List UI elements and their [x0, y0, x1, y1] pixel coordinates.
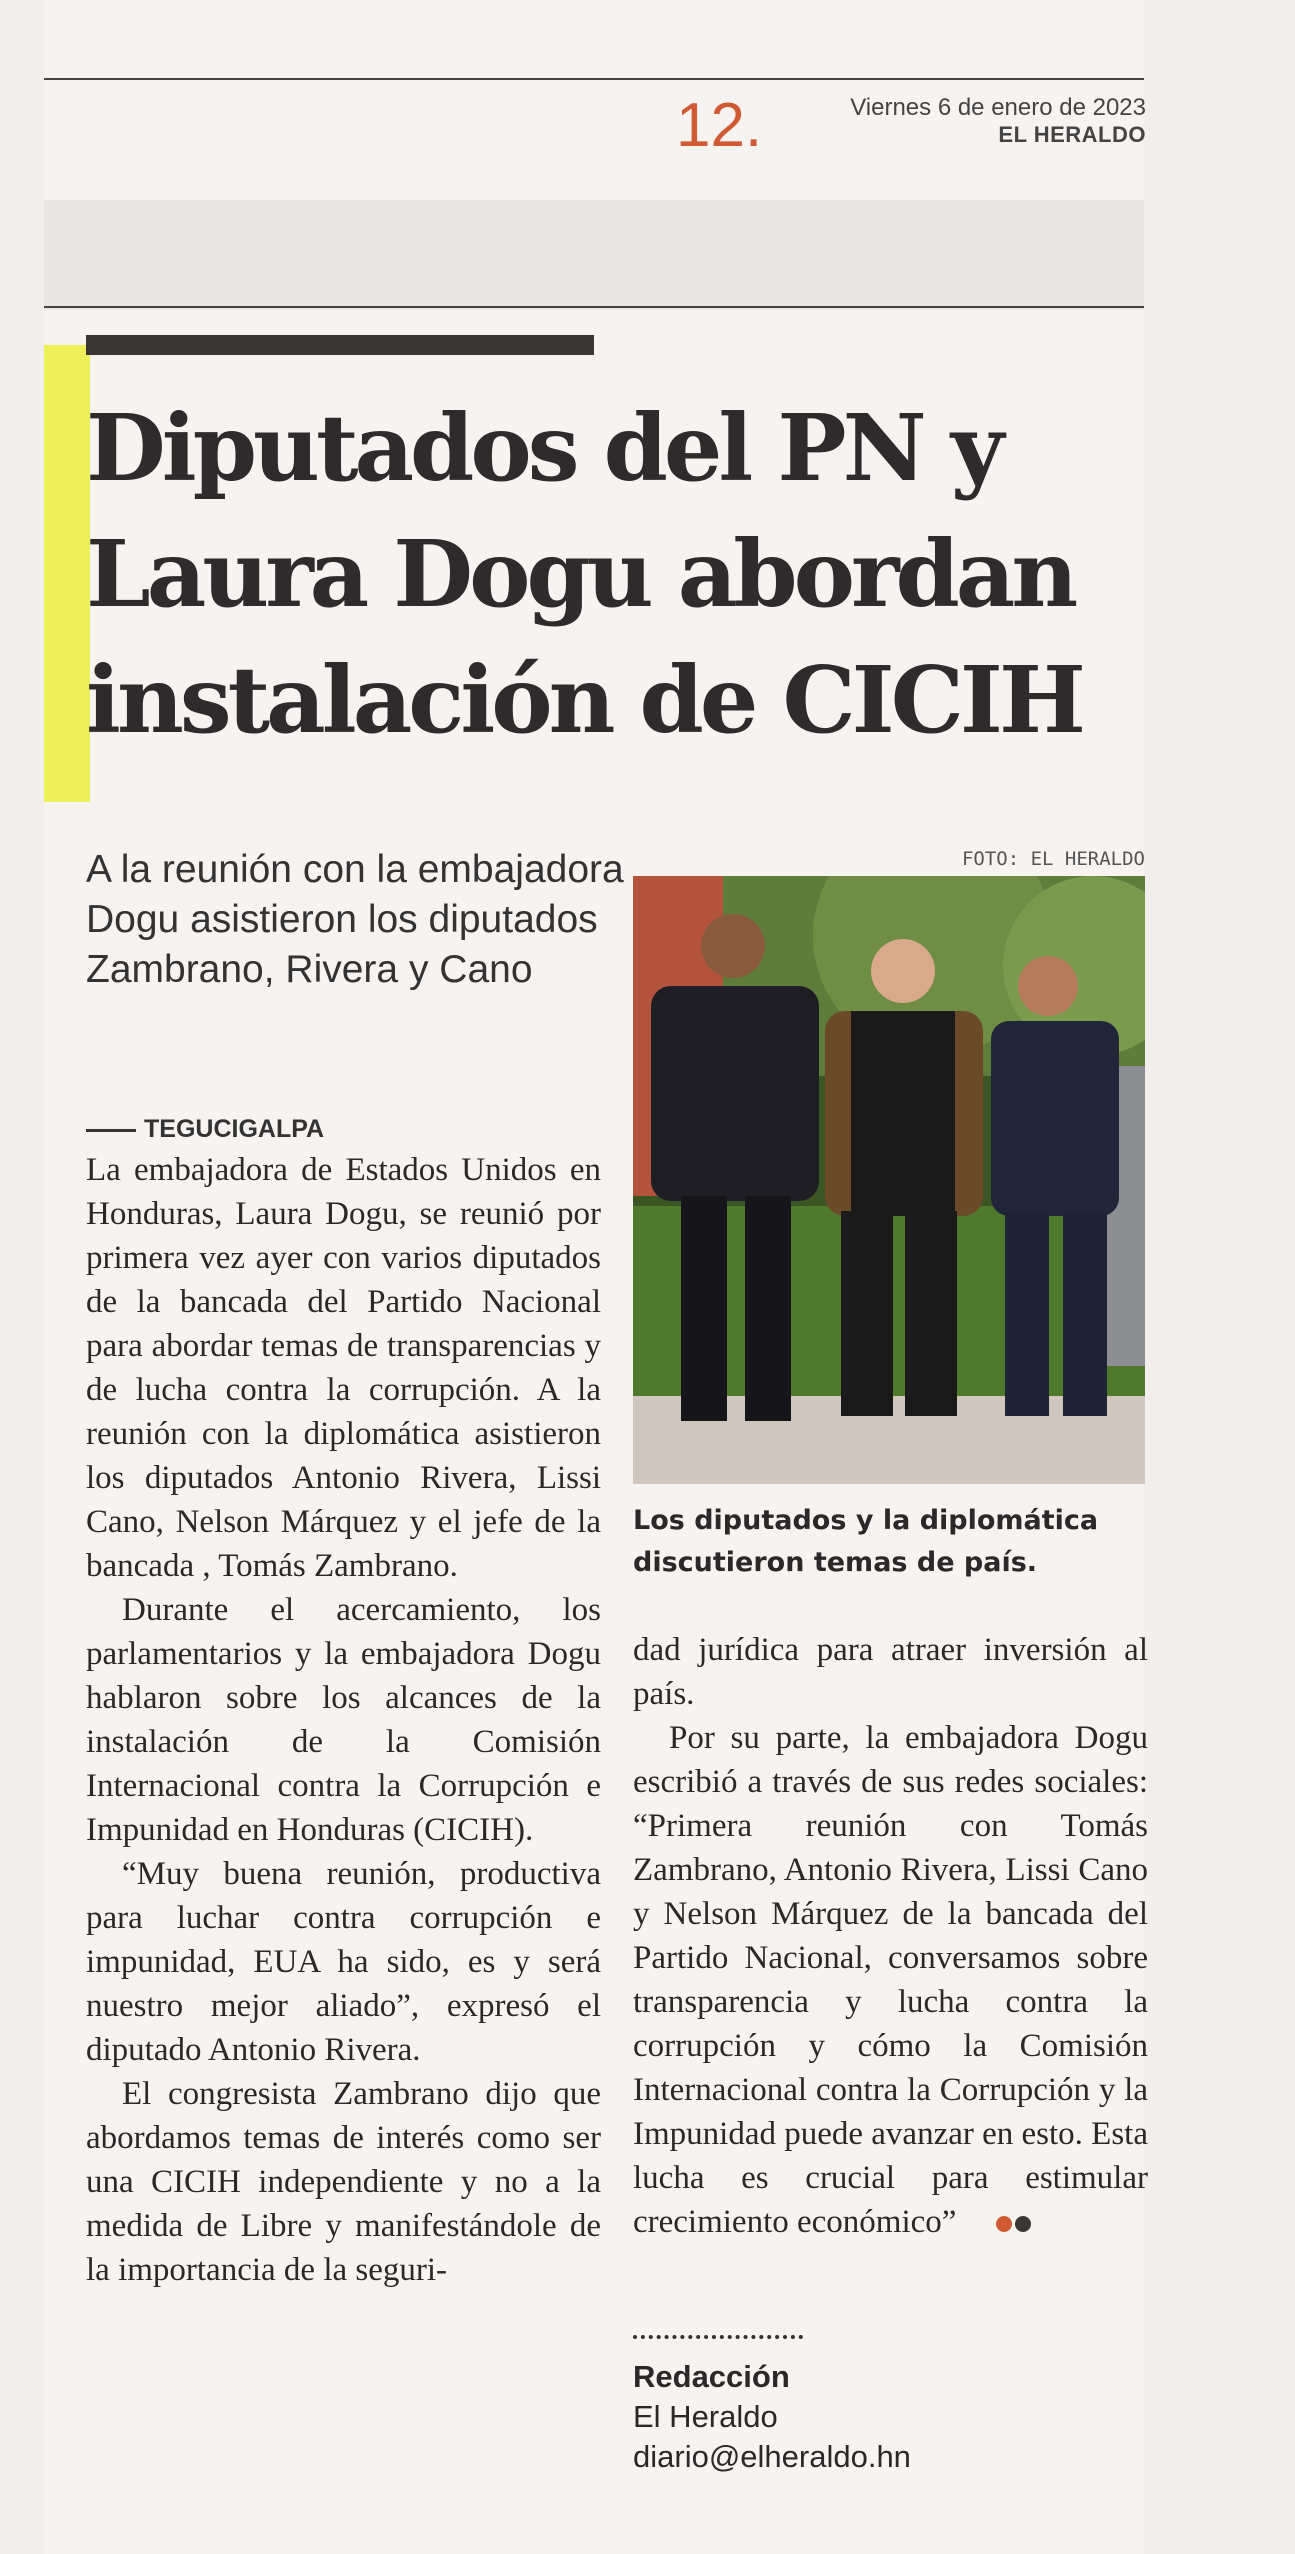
article-column-2 — [633, 1628, 1148, 2244]
byline — [633, 2335, 1033, 2477]
article-paragraph: El congresista Zambrano dijo que abordamos temas de interés como ser una CICIH independiente y no a la medida de Libre y manifestándole de la importancia de la seguri- — [86, 2076, 601, 2288]
page-header-info — [850, 94, 1146, 148]
article-deck: A la reunión con la embajadora Dogu asistieron los diputados Zambrano, Rivera y Cano — [86, 848, 624, 991]
dateline-dash — [86, 1129, 136, 1132]
byline-outlet: El Heraldo — [633, 2399, 778, 2434]
header-band — [44, 200, 1144, 310]
byline-name: Redacción — [633, 2359, 790, 2394]
byline-divider — [633, 2335, 803, 2339]
byline-email[interactable]: diario@elheraldo.hn — [633, 2439, 911, 2474]
article-paragraph: Durante el acercamiento, los parlamentarios y la embajadora Dogu hablaron sobre los alcances de la instalación de la Comisión Internacional contra la Corrupción e Impunidad en Honduras (CICIH). — [86, 1592, 601, 1848]
location-label: TEGUCIGALPA — [144, 1115, 325, 1143]
article-photo — [633, 876, 1145, 1484]
section-rule — [44, 306, 1144, 308]
end-mark-icon — [960, 2200, 1031, 2244]
headline: Diputados del PN y Laura Dogu abordan instalación de CICIH — [86, 394, 1082, 754]
newspaper-name: EL HERALDO — [998, 122, 1146, 147]
article-paragraph: “Muy buena reunión, productiva para luchar contra corrupción e impunidad, EUA ha sido, es y será nuestro mejor aliado”, expresó el diputado Antonio Rivera. — [86, 1856, 601, 2068]
highlighter-mark — [44, 345, 90, 802]
article-paragraph: dad jurídica para atraer inversión al país. — [633, 1632, 1148, 1712]
photo-illustration — [633, 876, 1145, 1484]
location-dateline — [86, 1115, 324, 1144]
headline-bar — [86, 335, 594, 355]
article-paragraph: La embajadora de Estados Unidos en Honduras, Laura Dogu, se reunió por primera vez ayer con varios diputados de la bancada del Partido Nacional para abordar temas de transparencias y de lucha contra la corrupción. A la reunión con la diplomática asistieron los diputados Antonio Rivera, Lissi Cano, Nelson Márquez y el jefe de la bancada , Tomás Zambrano. — [86, 1152, 601, 1584]
publication-date: Viernes 6 de enero de 2023 — [850, 94, 1146, 121]
article-column-1 — [86, 1148, 601, 2292]
article-paragraph-last — [633, 1716, 1148, 2244]
photo-credit: FOTO: EL HERALDO — [961, 848, 1145, 870]
photo-caption: Los diputados y la diplomática discutieron temas de país. — [633, 1505, 1099, 1578]
article-paragraph-text: Por su parte, la embajadora Dogu escribió a través de sus redes sociales: “Primera reunión con Tomás Zambrano, Antonio Rivera, Lissi Cano y Nelson Márquez de la bancada del Partido Nacional, conversamos sobre transparencia y lucha contra la corrupción y cómo la Comisión Internacional contra la Corrupción y la Impunidad puede avanzar en esto. Esta lucha es crucial para estimular crecimiento económico” — [633, 1720, 1148, 2240]
top-rule — [44, 78, 1144, 80]
page-number: 12. — [676, 91, 763, 160]
